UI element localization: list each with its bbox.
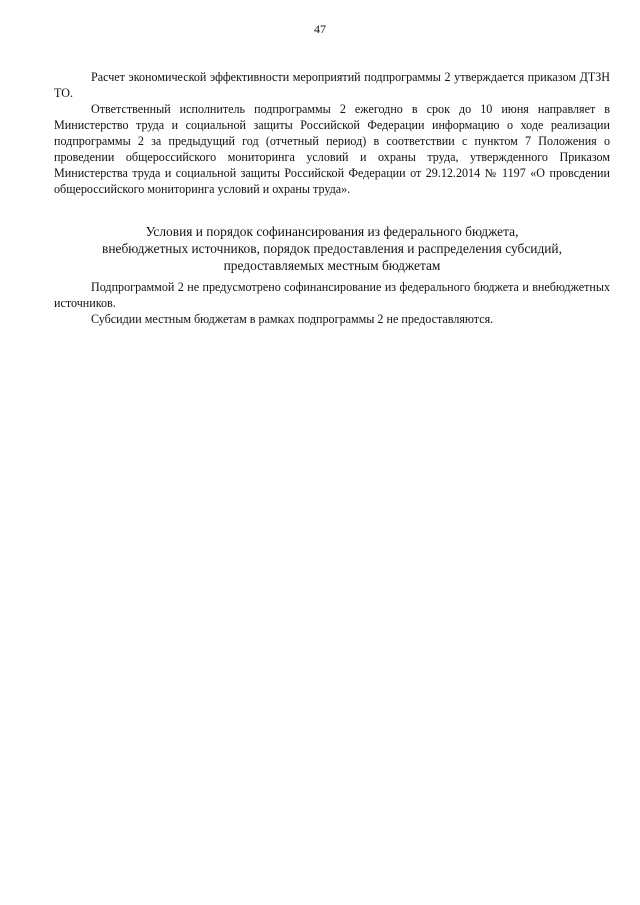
paragraph-no-subsidies: Субсидии местным бюджетам в рамках подпрограммы 2 не предоставляются. [91, 312, 494, 326]
section-heading-line: Условия и порядок софинансирования из федерального бюджета, [145, 224, 519, 239]
intro-text-block [54, 69, 610, 197]
section-heading-line: внебюджетных источников, порядок предоставления и распределения субсидий, [102, 241, 562, 256]
cofinancing-text-block [54, 279, 610, 327]
paragraph-reporting-obligation: Ответственный исполнитель подпрограммы 2 ежегодно в срок до 10 июня направляет в Министерство труда и социальной защиты Российской Федерации информацию о ходе реализации подпрограммы 2 за предыдущий год (отчетный период) в соответствии с пунктом 7 Положения о проведении общероссийского мониторинга условий и охраны труда, утвержденного Приказом Министерства труда и социальной защиты Российской Федерации от 29.12.2014 № 1197 «О провсдении общероссийского мониторинга условий и охраны труда». [54, 102, 610, 196]
paragraph-no-cofinancing: Подпрограммой 2 не предусмотрено софинансирование из федерального бюджета и внебюджетных источников. [54, 280, 610, 310]
section-heading-cofinancing [54, 223, 610, 274]
paragraph-efficiency-calculation: Расчет экономической эффективности мероприятий подпрограммы 2 утверждается приказом ДТЗН ТО. [54, 70, 610, 100]
page-number: 47 [314, 22, 326, 36]
section-heading-line: предоставляемых местным бюджетам [223, 258, 441, 273]
